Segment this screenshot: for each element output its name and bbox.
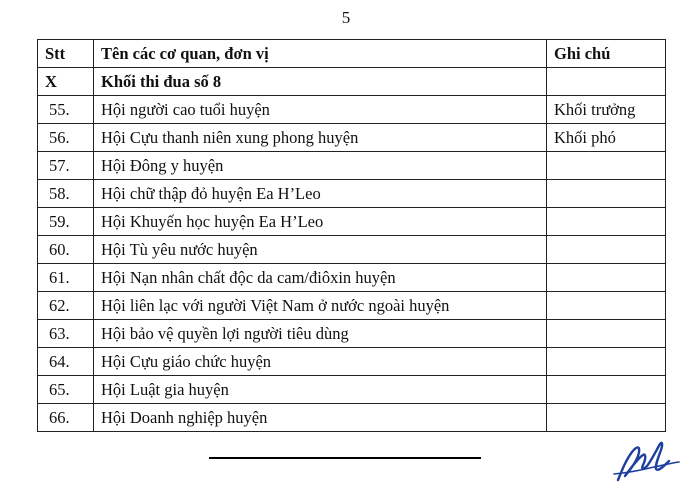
row-note	[547, 320, 666, 348]
table-row	[38, 96, 666, 124]
row-name: Hội Cựu giáo chức huyện	[94, 348, 547, 376]
row-note	[547, 152, 666, 180]
row-stt: 60.	[38, 236, 94, 264]
row-name: Hội chữ thập đỏ huyện Ea H’Leo	[94, 180, 547, 208]
group-row	[38, 68, 666, 96]
row-note	[547, 376, 666, 404]
row-name: Hội Luật gia huyện	[94, 376, 547, 404]
signature-mark	[612, 436, 682, 486]
header-name: Tên các cơ quan, đơn vị	[94, 40, 547, 68]
row-name: Hội Cựu thanh niên xung phong huyện	[94, 124, 547, 152]
group-note	[547, 68, 666, 96]
table-row	[38, 124, 666, 152]
organization-table	[37, 39, 666, 432]
bottom-divider	[209, 457, 481, 459]
row-stt: 65.	[38, 376, 94, 404]
header-stt: Stt	[38, 40, 94, 68]
row-note	[547, 264, 666, 292]
table-row	[38, 236, 666, 264]
table-row	[38, 264, 666, 292]
row-note	[547, 236, 666, 264]
table-row	[38, 180, 666, 208]
row-stt: 64.	[38, 348, 94, 376]
row-note	[547, 348, 666, 376]
group-name: Khối thi đua số 8	[94, 68, 547, 96]
row-stt: 61.	[38, 264, 94, 292]
table-row	[38, 376, 666, 404]
row-note	[547, 404, 666, 432]
row-stt: 55.	[38, 96, 94, 124]
row-name: Hội Đông y huyện	[94, 152, 547, 180]
table-row	[38, 348, 666, 376]
table-header-row	[38, 40, 666, 68]
row-stt: 62.	[38, 292, 94, 320]
table-row	[38, 208, 666, 236]
table-row	[38, 404, 666, 432]
row-name: Hội Khuyến học huyện Ea H’Leo	[94, 208, 547, 236]
row-note	[547, 292, 666, 320]
row-stt: 56.	[38, 124, 94, 152]
signature-stroke-main	[618, 443, 669, 480]
row-note	[547, 208, 666, 236]
row-stt: 58.	[38, 180, 94, 208]
header-note: Ghi chú	[547, 40, 666, 68]
row-name: Hội liên lạc với người Việt Nam ở nước ngoài huyện	[94, 292, 547, 320]
row-name: Hội Nạn nhân chất độc da cam/điôxin huyện	[94, 264, 547, 292]
row-stt: 63.	[38, 320, 94, 348]
table-row	[38, 152, 666, 180]
row-note: Khối trưởng	[547, 96, 666, 124]
group-stt: X	[38, 68, 94, 96]
row-name: Hội Tù yêu nước huyện	[94, 236, 547, 264]
row-stt: 57.	[38, 152, 94, 180]
page-number: 5	[341, 8, 351, 27]
row-stt: 59.	[38, 208, 94, 236]
table-row	[38, 320, 666, 348]
row-name: Hội người cao tuổi huyện	[94, 96, 547, 124]
row-note: Khối phó	[547, 124, 666, 152]
row-name: Hội Doanh nghiệp huyện	[94, 404, 547, 432]
table-row	[38, 292, 666, 320]
row-note	[547, 180, 666, 208]
row-stt: 66.	[38, 404, 94, 432]
row-name: Hội bảo vệ quyền lợi người tiêu dùng	[94, 320, 547, 348]
